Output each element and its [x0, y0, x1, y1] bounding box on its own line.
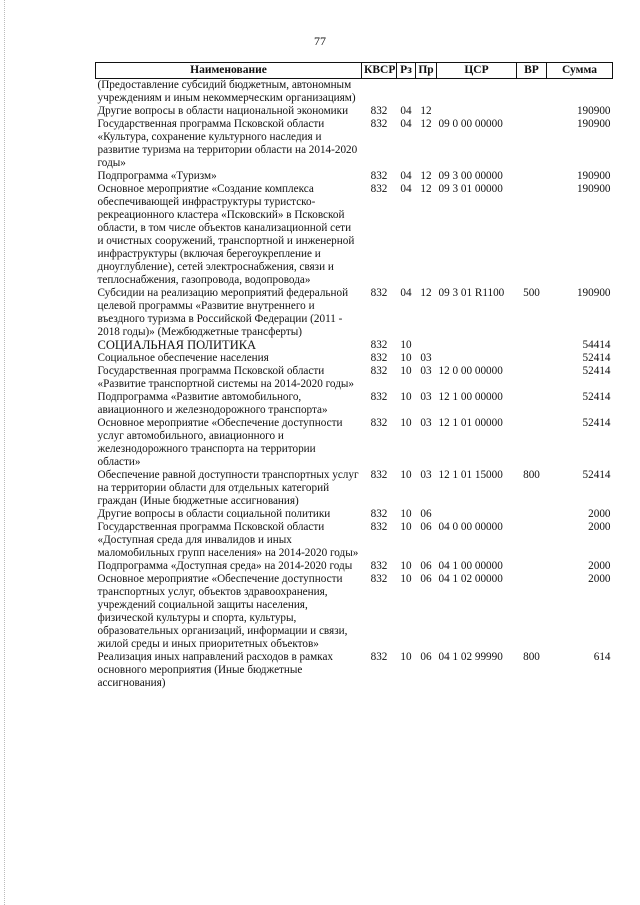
cell-kvsr: 832	[370, 573, 388, 585]
cell-kvsr: 832	[370, 183, 388, 195]
table-row	[96, 105, 613, 118]
cell-pr: 12	[420, 170, 432, 182]
cell-pr	[416, 79, 437, 106]
cell-kvsr: 832	[370, 417, 388, 429]
cell-kvsr: 832	[370, 560, 388, 572]
cell-kvsr: 832	[370, 287, 388, 299]
cell-vr	[517, 521, 547, 560]
cell-pr: 03	[420, 391, 432, 403]
cell-csr: 09 3 01 00000	[438, 183, 503, 195]
cell-kvsr: 832	[370, 521, 388, 533]
cell-rz: 10	[400, 521, 412, 533]
cell-name: (Предоставление субсидий бюджетным, автономным учреждениям и иным некоммерческим организациям)	[97, 79, 356, 104]
cell-csr: 04 1 00 00000	[438, 560, 503, 572]
cell-vr: 800	[523, 651, 540, 663]
cell-pr: 06	[420, 651, 432, 663]
table-row	[96, 651, 613, 690]
cell-sum: 52414	[582, 391, 611, 403]
cell-vr	[517, 79, 547, 106]
header-csr: ЦСР	[437, 63, 517, 79]
cell-sum	[547, 79, 613, 106]
cell-pr: 03	[420, 352, 432, 364]
cell-vr	[517, 352, 547, 365]
cell-rz: 04	[400, 287, 412, 299]
cell-sum: 190900	[576, 105, 611, 117]
cell-rz: 10	[400, 339, 412, 351]
cell-csr	[437, 105, 517, 118]
cell-sum: 2000	[588, 573, 611, 585]
cell-pr: 06	[420, 560, 432, 572]
cell-name: Государственная программа Псковской области «Культура, сохранение культурного наследия и развитие туризма на территории области на 2014-2020 годы»	[97, 118, 358, 169]
page-number: 77	[314, 34, 326, 48]
cell-name: Государственная программа Псковской области «Развитие транспортной системы на 2014-2020 годы»	[97, 365, 354, 390]
cell-name: Основное мероприятие «Создание комплекса обеспечивающей инфраструктуры туристско-рекреационного кластера «Псковский» в Псковской области, в том числе объектов канализационной сети и очистных сооружений, транспортной и инженерной инфраструктуры (включая берегоукрепление и дноуглубление), сетей электроснабжения, связи и теплоснабжения, газопровода, водопровода»	[97, 183, 355, 286]
cell-vr	[517, 560, 547, 573]
cell-kvsr: 832	[370, 352, 388, 364]
table-row	[96, 287, 613, 339]
cell-csr: 04 1 02 00000	[438, 573, 503, 585]
cell-rz: 10	[400, 573, 412, 585]
cell-sum: 52414	[582, 417, 611, 429]
cell-vr	[517, 391, 547, 417]
cell-csr: 12 1 00 00000	[438, 391, 503, 403]
header-name: Наименование	[96, 63, 362, 79]
cell-rz: 10	[400, 651, 412, 663]
cell-name: Обеспечение равной доступности транспортных услуг на территории области для отдельных категорий граждан (Иные бюджетные ассигнования)	[97, 469, 359, 507]
cell-kvsr: 832	[370, 339, 388, 351]
cell-pr	[416, 339, 437, 352]
cell-csr: 09 0 00 00000	[438, 118, 503, 130]
cell-kvsr: 832	[370, 651, 388, 663]
cell-pr: 03	[420, 417, 432, 429]
cell-name: СОЦИАЛЬНАЯ ПОЛИТИКА	[97, 338, 257, 352]
header-vr: ВР	[517, 63, 547, 79]
table-row	[96, 118, 613, 170]
table-row	[96, 352, 613, 365]
table-row	[96, 365, 613, 391]
header-pr: Пр	[416, 63, 437, 79]
cell-vr	[517, 105, 547, 118]
cell-rz: 04	[400, 183, 412, 195]
cell-pr: 12	[420, 183, 432, 195]
cell-name: Подпрограмма «Доступная среда» на 2014-2020 годы	[97, 560, 353, 572]
cell-name: Социальное обеспечение населения	[97, 352, 269, 364]
table-row	[96, 521, 613, 560]
cell-sum: 52414	[582, 365, 611, 377]
cell-csr	[437, 339, 517, 352]
cell-name: Основное мероприятие «Обеспечение доступности транспортных услуг, объектов здравоохранения, учреждений социальной защиты населения, физической культуры и спорта, культуры, образовательных организаций, информации и связи, жилой среды и иных приоритетных объектов»	[97, 573, 348, 650]
cell-name: Подпрограмма «Развитие автомобильного, авиационного и железнодорожного транспорта»	[97, 391, 328, 416]
cell-vr: 500	[523, 287, 540, 299]
cell-sum: 614	[593, 651, 611, 663]
cell-sum: 2000	[588, 521, 611, 533]
cell-csr	[437, 352, 517, 365]
cell-sum: 190900	[576, 183, 611, 195]
header-sum: Сумма	[547, 63, 613, 79]
cell-rz: 10	[400, 508, 412, 520]
cell-kvsr: 832	[370, 508, 388, 520]
cell-kvsr: 832	[370, 118, 388, 130]
cell-rz: 10	[400, 391, 412, 403]
cell-pr: 06	[420, 573, 432, 585]
table-row	[96, 573, 613, 651]
table-body	[96, 79, 613, 691]
cell-vr	[517, 417, 547, 469]
cell-kvsr: 832	[370, 365, 388, 377]
table-row	[96, 560, 613, 573]
cell-pr: 06	[420, 521, 432, 533]
cell-sum: 2000	[588, 560, 611, 572]
cell-kvsr: 832	[370, 391, 388, 403]
table-header-row	[96, 63, 613, 79]
cell-vr	[517, 118, 547, 170]
cell-pr: 12	[420, 105, 432, 117]
table-row	[96, 339, 613, 352]
cell-sum: 190900	[576, 170, 611, 182]
cell-name: Государственная программа Псковской области «Доступная среда для инвалидов и иных маломобильных групп населения» на 2014-2020 годы»	[97, 521, 359, 559]
budget-table	[95, 62, 613, 690]
cell-sum: 190900	[576, 118, 611, 130]
header-kvsr: КВСР	[362, 63, 397, 79]
cell-vr: 800	[523, 469, 540, 481]
cell-kvsr: 832	[370, 469, 388, 481]
cell-csr: 04 1 02 99990	[438, 651, 503, 663]
cell-pr: 06	[420, 508, 432, 520]
table-row	[96, 170, 613, 183]
cell-rz: 10	[400, 469, 412, 481]
cell-rz: 04	[400, 118, 412, 130]
table-row	[96, 79, 613, 106]
table-row	[96, 391, 613, 417]
cell-name: Другие вопросы в области социальной политики	[97, 508, 331, 520]
cell-rz	[397, 79, 416, 106]
cell-pr: 03	[420, 365, 432, 377]
cell-csr: 12 0 00 00000	[438, 365, 503, 377]
cell-name: Подпрограмма «Туризм»	[97, 170, 217, 182]
cell-pr: 12	[420, 287, 432, 299]
table-row	[96, 469, 613, 508]
cell-rz: 10	[400, 560, 412, 572]
cell-vr	[517, 183, 547, 287]
cell-vr	[517, 508, 547, 521]
cell-csr: 04 0 00 00000	[438, 521, 503, 533]
table-row	[96, 183, 613, 287]
cell-name: Другие вопросы в области национальной экономики	[97, 105, 349, 117]
cell-pr: 03	[420, 469, 432, 481]
cell-rz: 10	[400, 417, 412, 429]
cell-vr	[517, 170, 547, 183]
cell-sum: 52414	[582, 352, 611, 364]
cell-vr	[517, 365, 547, 391]
cell-csr	[437, 508, 517, 521]
cell-rz: 10	[400, 352, 412, 364]
cell-vr	[517, 573, 547, 651]
table-row	[96, 417, 613, 469]
cell-csr: 09 3 00 00000	[438, 170, 503, 182]
cell-kvsr	[362, 79, 397, 106]
cell-kvsr: 832	[370, 105, 388, 117]
cell-sum: 2000	[588, 508, 611, 520]
table-row	[96, 508, 613, 521]
cell-sum: 52414	[582, 469, 611, 481]
cell-csr: 12 1 01 15000	[438, 469, 503, 481]
cell-rz: 04	[400, 170, 412, 182]
cell-kvsr: 832	[370, 170, 388, 182]
cell-name: Реализация иных направлений расходов в рамках основного мероприятия (Иные бюджетные ассигнования)	[97, 651, 334, 689]
cell-pr: 12	[420, 118, 432, 130]
cell-rz: 10	[400, 365, 412, 377]
cell-csr	[437, 79, 517, 106]
cell-name: Субсидии на реализацию мероприятий федеральной целевой программы «Развитие внутреннего и въездного туризма в Российской Федерации (2011 - 2018 годы)» (Межбюджетные трансферты)	[97, 287, 349, 338]
cell-csr: 09 3 01 R1100	[438, 287, 505, 299]
scan-edge	[4, 0, 6, 905]
cell-sum: 54414	[582, 339, 611, 351]
cell-sum: 190900	[576, 287, 611, 299]
cell-rz: 04	[400, 105, 412, 117]
cell-csr: 12 1 01 00000	[438, 417, 503, 429]
header-rz: Рз	[397, 63, 416, 79]
cell-name: Основное мероприятие «Обеспечение доступности услуг автомобильного, авиационного и железнодорожного транспорта на территории области»	[97, 417, 343, 468]
cell-vr	[517, 339, 547, 352]
